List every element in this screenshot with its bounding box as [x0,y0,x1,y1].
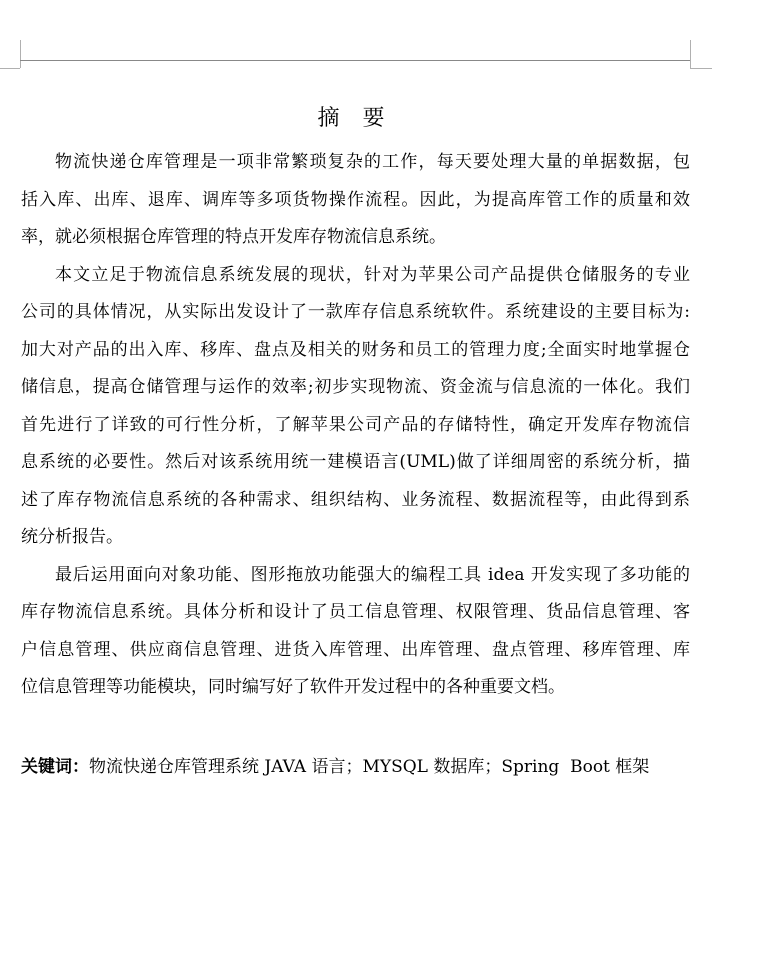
paragraph-line: 位信息管理等功能模块，同时编写好了软件开发过程中的各种重要文档。 [21,677,565,697]
corner-mark-top-left [20,40,21,68]
paragraph-line: 统分析报告。 [21,527,123,547]
paragraph-line: 率，就必须根据仓库管理的特点开发库存物流信息系统。 [21,227,446,247]
paragraph-line: 户信息管理、供应商信息管理、进货入库管理、出库管理、盘点管理、移库管理、库 [21,639,690,660]
keywords-text: 物流快递仓库管理系统 JAVA 语言；MYSQL 数据库；Spring Boot 框架 [89,757,650,777]
paragraph-line: 加大对产品的出入库、移库、盘点及相关的财务和员工的管理力度;全面实时地掌握仓 [21,339,690,360]
paragraph-line: 本文立足于物流信息系统发展的现状，针对为苹果公司产品提供仓储服务的专业 [55,264,690,285]
paragraph-line: 最后运用面向对象功能、图形拖放功能强大的编程工具 idea 开发实现了多功能的 [55,564,690,585]
paragraph-line: 括入库、出库、退库、调库等多项货物操作流程。因此，为提高库管工作的质量和效 [21,189,690,210]
header-rule [20,60,690,61]
corner-mark-top-left-h [0,68,20,69]
corner-mark-top-right [690,40,691,68]
corner-mark-top-right-h [690,68,712,69]
paragraph-line: 首先进行了详致的可行性分析，了解苹果公司产品的存储特性，确定开发库存物流信 [21,414,690,435]
keywords [21,752,649,777]
paragraph-line: 述了库存物流信息系统的各种需求、组织结构、业务流程、数据流程等，由此得到系 [21,489,690,510]
paragraph-line: 库存物流信息系统。具体分析和设计了员工信息管理、权限管理、货品信息管理、客 [21,602,690,622]
page-title: 摘 要 [317,106,393,131]
paragraph-line: 公司的具体情况，从实际出发设计了一款库存信息系统软件。系统建设的主要目标为: [21,302,690,322]
paragraph-line: 储信息，提高仓储管理与运作的效率;初步实现物流、资金流与信息流的一体化。我们 [21,377,690,397]
keywords-label: 关键词： [21,757,89,777]
paragraph-line: 息系统的必要性。然后对该系统用统一建模语言(UML)做了详细周密的系统分析，描 [21,452,690,472]
paragraph-line: 物流快递仓库管理是一项非常繁琐复杂的工作，每天要处理大量的单据数据，包 [55,152,690,172]
